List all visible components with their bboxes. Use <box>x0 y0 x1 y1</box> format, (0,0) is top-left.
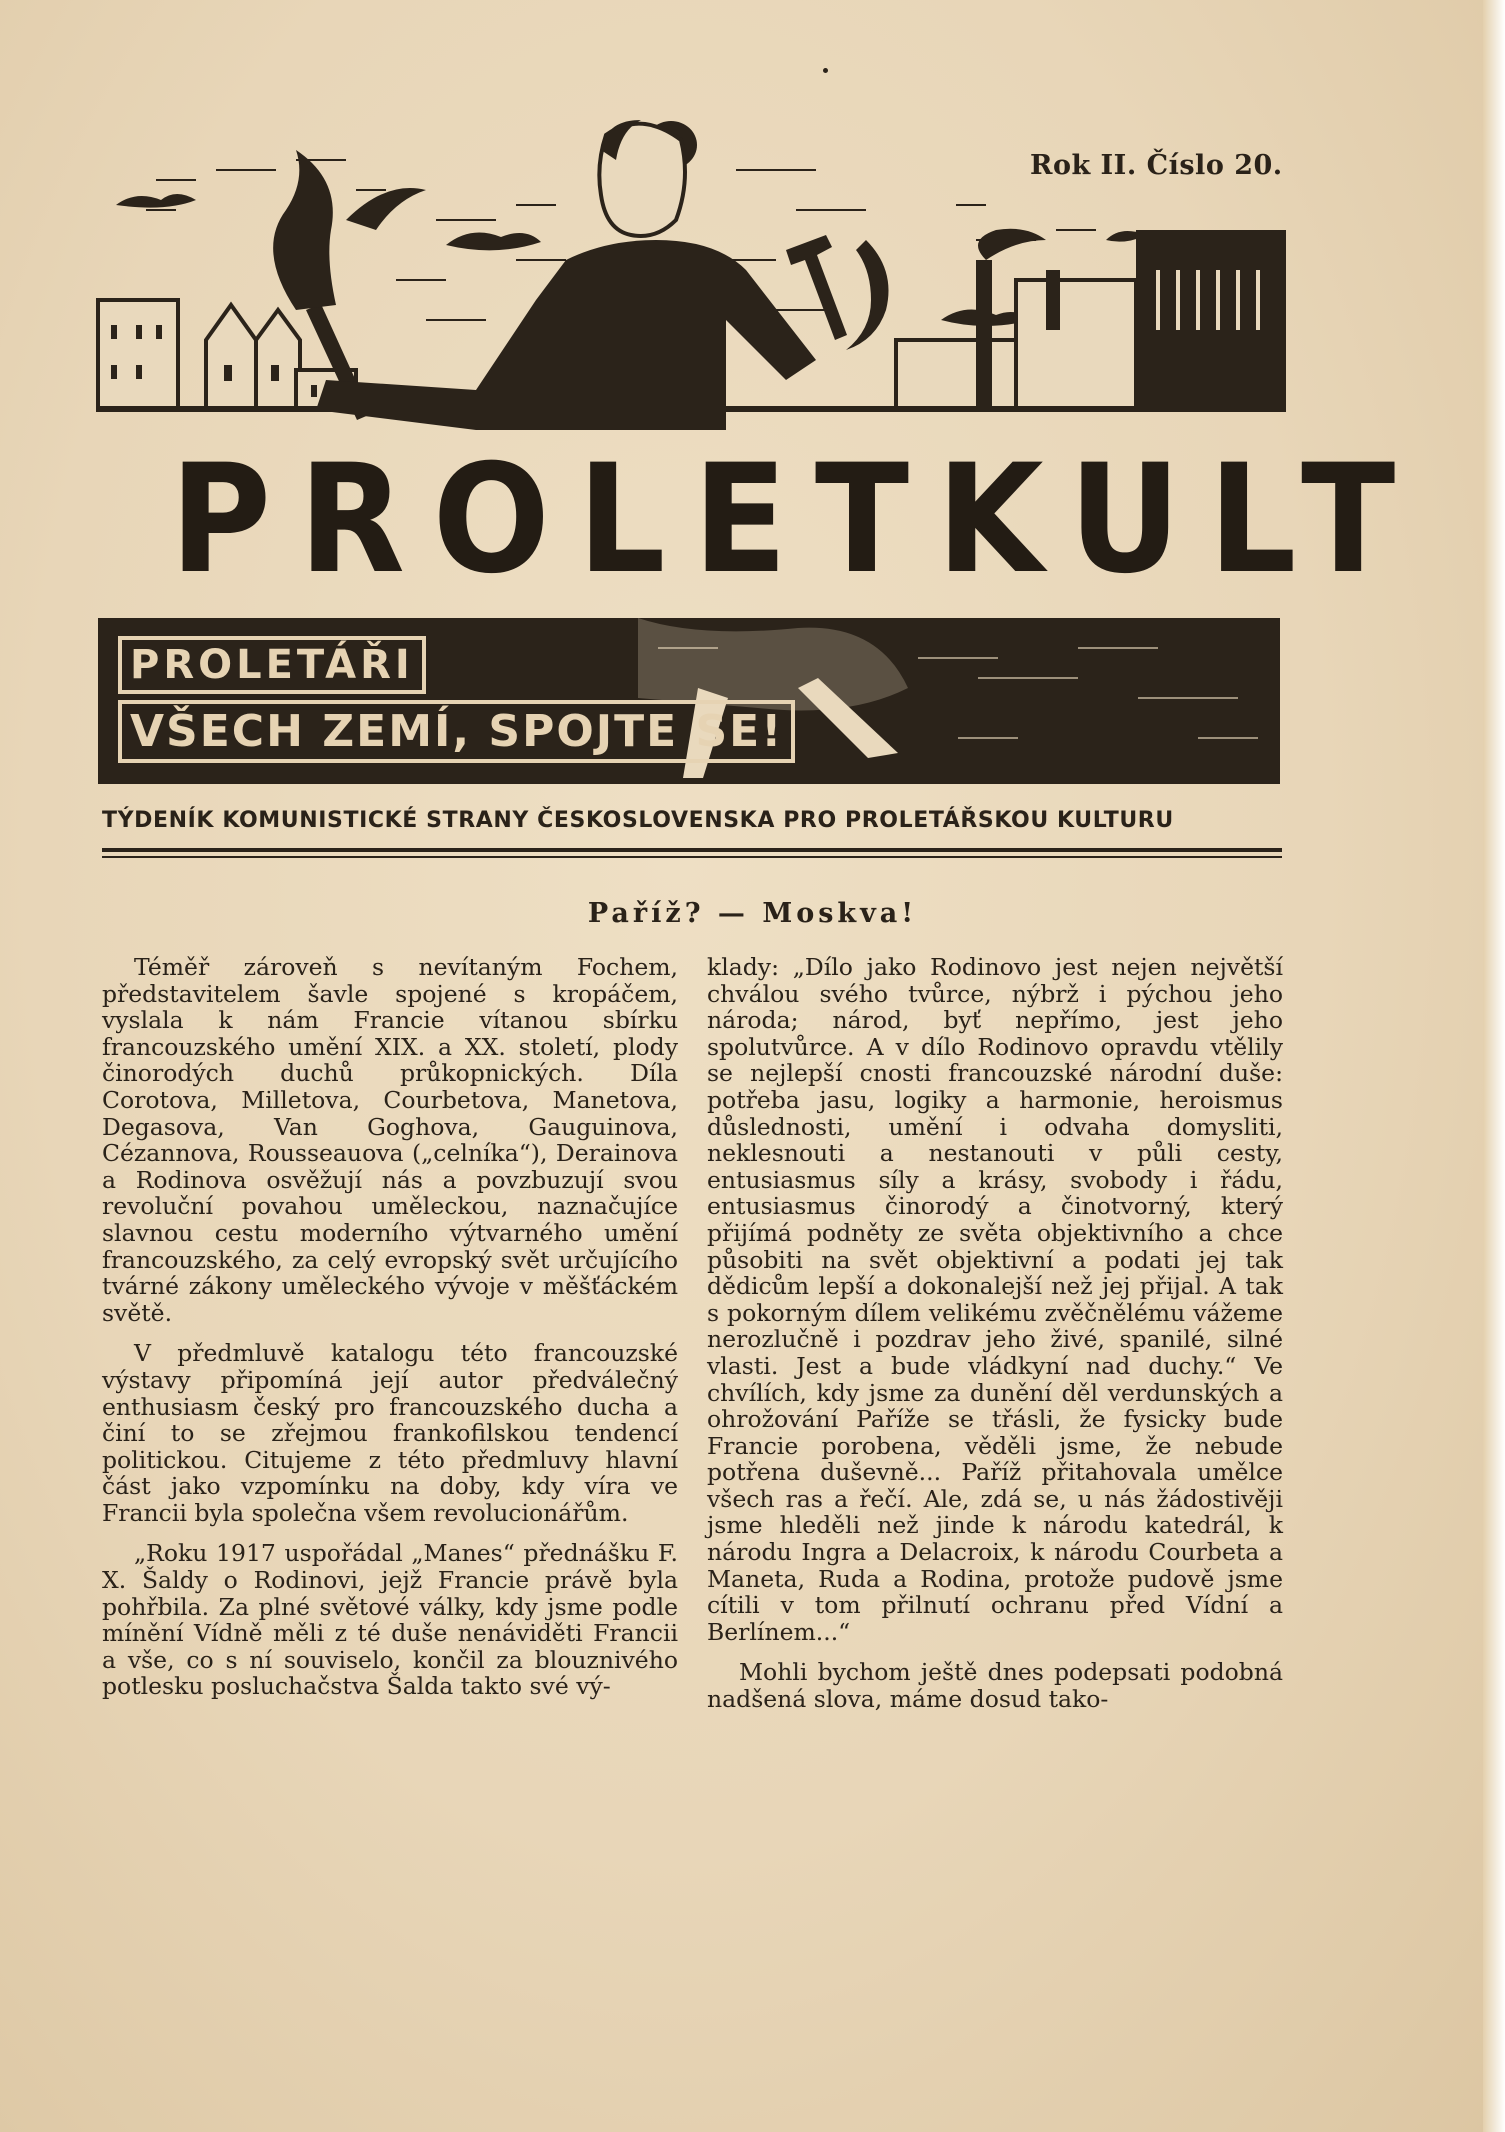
header-rule-thin <box>102 856 1282 858</box>
masthead-subtitle: TÝDENÍK KOMUNISTICKÉ STRANY ČESKOSLOVENSKA PRO PROLETÁŘSKOU KULTURU <box>102 808 1174 833</box>
article-column-right <box>707 954 1283 1727</box>
factory <box>896 280 1136 410</box>
article-paragraph: „Roku 1917 uspořádal „Manes“ přednášku F. X. Šaldy o Rodinovi, jejž Francie právě byla pohřbila. Za plné světové války, kdy jsme podle mínění Vídně měli z té duše nenáviděti Francii a vše, co s ní souviselo, končil za blouznivého potlesku posluchačstva Šalda takto své vý- <box>102 1539 678 1701</box>
ground-line <box>96 406 1286 412</box>
page-edge <box>1483 0 1505 2132</box>
article-paragraph: klady: „Dílo jako Rodinovo jest nejen největší chválou svého tvůrce, nýbrž i pýchou jeho národa; národ, byť nepřímo, jest jeho spolutvůrce. A v dílo Rodinovo opravdu vtělily se nejlepší cnosti francouzské národní duše: potřeba jasu, logiky a harmonie, heroismus důslednosti, umění i odvaha domysliti, neklesnouti a nestanouti v půli cesty, entusiasmus síly a krásy, svobody i řádu, entusiasmus činorodý a činotvorný, který přijímá podněty ze světa objektivního a chce působiti na svět objektivní a podati jej tak dědicům lepší a dokonalejší než jej přijal. A tak s pokorným dílem velikému zvěčnělému vážeme nerozlučně i pozdrav jeho živé, spanilé, silné vlasti. Jest a bude vládkyní nad duchy.“ Ve chvílích, kdy jsme za dunění děl verdunských a ohrožování Paříže se třásli, že fysicky bude Francie porobena, věděli jsme, že nebude potřena duševně... Paříž přitahovala umělce všech ras a řečí. Ale, zdá se, u nás žádostivěji jsme hleděli než jinde k národu katedrál, k národu Ingra a Delacroix, k národu Courbeta a Maneta, Ruda a Rodina, protože pudově jsme cítili v tom přilnutí ochranu před Vídní a Berlínem...“ <box>707 953 1283 1646</box>
hammer-sickle <box>786 235 889 350</box>
article-paragraph: Téměř zároveň s nevítaným Fochem, představitelem šavle spojené s kropáčem, vyslala k nám Francie vítanou sbírku francouzského umění XIX. a XX. století, plody činorodých duchů průkopnických. Díla Corotova, Milletova, Courbetova, Manetova, Degasova, Van Goghova, Gauguinova, Cézannova, Rousseauova („celníka“), Derainova a Rodinova osvěžují nás a povzbuzují svou revoluční povahou uměleckou, naznačujíce slavnou cestu moderního výtvarného umění francouzského, za celý evropský svět určujícího tvárné zákony uměleckého vývoje v měšťáckém světě. <box>102 953 678 1327</box>
issue-number: Rok II. Číslo 20. <box>1030 150 1283 181</box>
masthead-illustration <box>96 110 1286 430</box>
ink-speck <box>823 68 828 73</box>
article-paragraph: Mohli bychom ještě dnes podepsati podobná nadšená slova, máme dosud tako- <box>707 1658 1283 1714</box>
article-paragraph: V předmluvě katalogu této francouzské výstavy připomíná její autor předválečný enthusiasm český pro francouzského ducha a činí to se zřejmou frankofilskou tendencí politickou. Citujeme z této předmluvy hlavní část jako vzpomínku na doby, kdy víra ve Francii byla společna všem revolucionářům. <box>102 1339 678 1527</box>
article-title: Paříž? — Moskva! <box>587 898 918 929</box>
header-rule-thick <box>102 848 1282 852</box>
slogan-line-1: PROLETÁŘI <box>118 636 426 694</box>
slogan-line-2: VŠECH ZEMÍ, SPOJTE SE! <box>118 700 795 763</box>
woman-figure <box>316 120 816 430</box>
masthead-title: PROLETKULT <box>170 433 1423 607</box>
article-column-left <box>102 954 678 1714</box>
